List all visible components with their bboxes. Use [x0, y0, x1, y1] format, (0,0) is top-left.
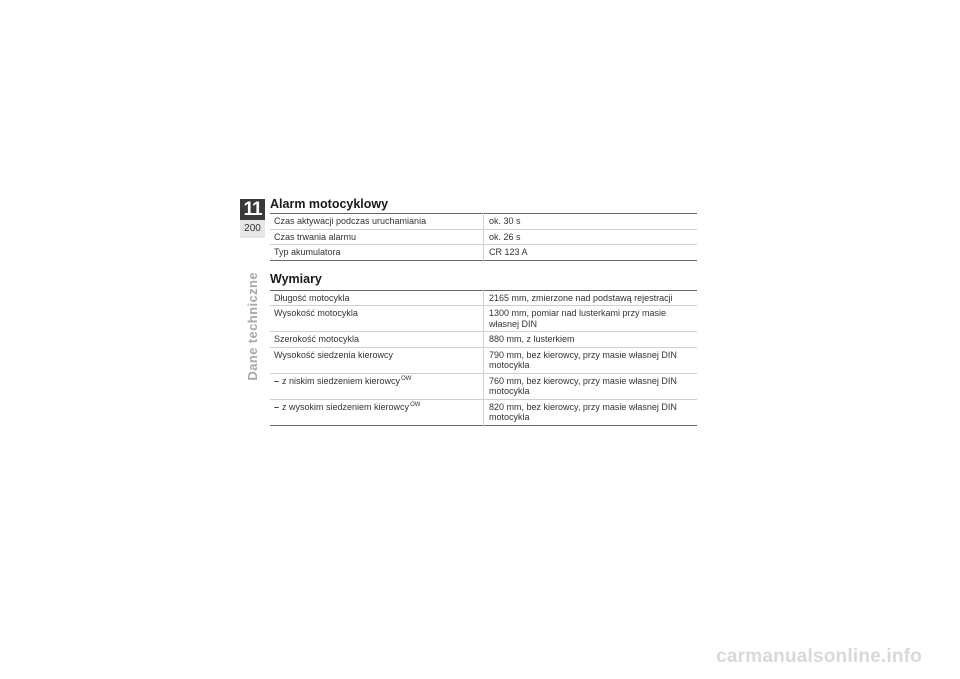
dash-marker: –: [274, 375, 280, 386]
row-key: Wysokość motocykla: [270, 306, 484, 332]
row-value: 1300 mm, pomiar nad lusterkami przy masie własnej DIN: [484, 306, 698, 332]
row-value: 760 mm, bez kierowcy, przy masie własnej DIN motocykla: [484, 373, 698, 399]
page-number: 200: [244, 223, 261, 234]
row-value: ok. 26 s: [484, 229, 698, 245]
table-row: [270, 332, 697, 348]
section-side-label: Dane techniczne: [245, 272, 260, 381]
row-key-text: z wysokim siedzeniem kierowcy: [282, 401, 410, 412]
table-row: [270, 399, 697, 425]
chapter-number: 11: [240, 199, 265, 220]
page-content: [270, 196, 697, 426]
row-key: [270, 373, 484, 399]
table-row: [270, 229, 697, 245]
table-row: [270, 214, 697, 230]
table-row: [270, 245, 697, 261]
row-key: Czas trwania alarmu: [270, 229, 484, 245]
footnote-marker: OW: [410, 401, 421, 408]
row-value: 820 mm, bez kierowcy, przy masie własnej DIN motocykla: [484, 399, 698, 425]
row-key: Typ akumulatora: [270, 245, 484, 261]
row-key: [270, 399, 484, 425]
watermark: carmanualsonline.info: [716, 646, 922, 667]
row-key: Długość motocykla: [274, 292, 350, 303]
dimensions-table: [270, 290, 697, 426]
row-key-text: z niskim siedzeniem kierowcy: [282, 375, 401, 386]
alarm-table: [270, 213, 697, 261]
row-value: CR 123 A: [484, 245, 698, 261]
table-row: [270, 290, 697, 306]
dash-marker: –: [274, 401, 280, 412]
row-value: ok. 30 s: [484, 214, 698, 230]
row-key: Wysokość siedzenia kierowcy: [270, 347, 484, 373]
footnote-marker: OW: [401, 375, 412, 382]
table-row: [270, 347, 697, 373]
alarm-heading: Alarm motocyklowy: [270, 197, 389, 211]
chapter-tab: [240, 199, 265, 238]
row-value: 880 mm, z lusterkiem: [484, 332, 698, 348]
table-row: [270, 306, 697, 332]
dimensions-heading: Wymiary: [270, 271, 322, 286]
row-value: 2165 mm, zmierzone nad podstawą rejestracji: [484, 290, 698, 306]
row-key: Czas aktywacji podczas uruchamiania: [274, 216, 427, 226]
table-row: [270, 373, 697, 399]
row-value: 790 mm, bez kierowcy, przy masie własnej DIN motocykla: [484, 347, 698, 373]
row-key: Szerokość motocykla: [270, 332, 484, 348]
